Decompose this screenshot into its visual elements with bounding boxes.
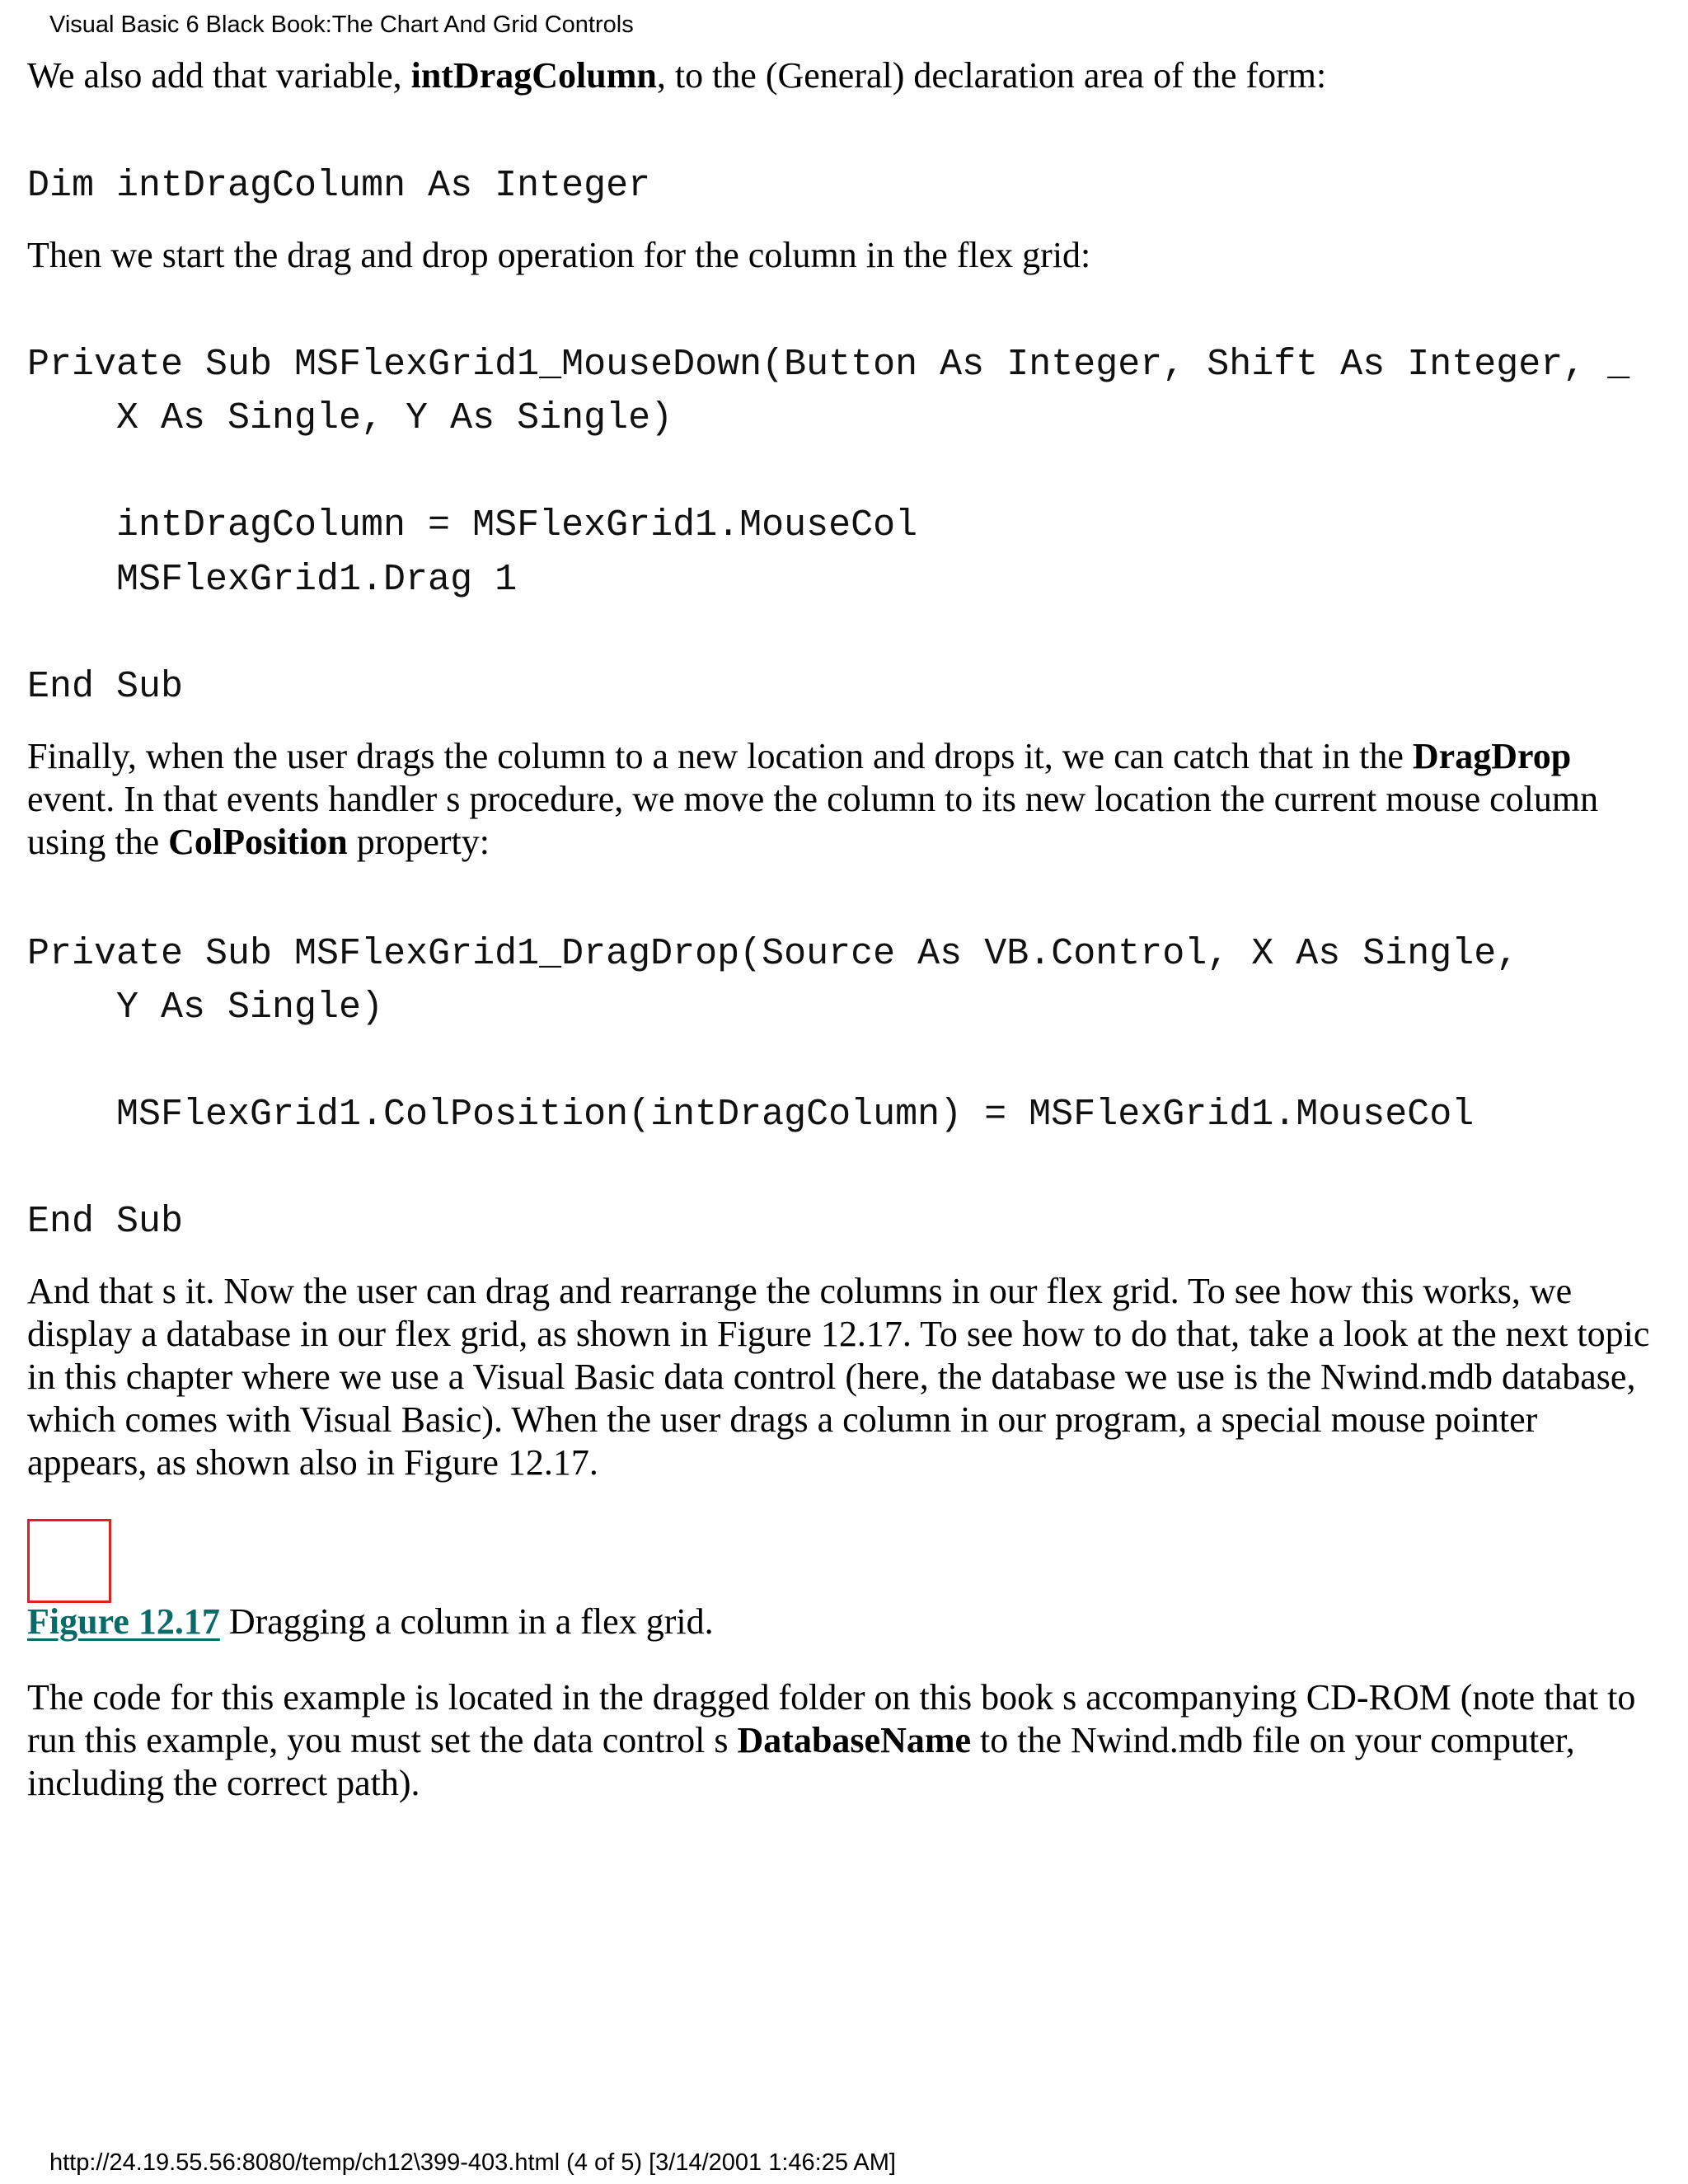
code-mousedown-signature: Private Sub MSFlexGrid1_MouseDown(Button As Integer, Shift As Integer, _	[27, 344, 1630, 386]
code-declaration: Dim intDragColumn As Integer	[27, 165, 651, 207]
intro-paragraph	[27, 54, 1659, 97]
code-end-sub-2: End Sub	[27, 1201, 184, 1243]
code-end-sub: End Sub	[27, 666, 184, 708]
explanation-paragraph: And that s it. Now the user can drag and rearrange the columns in our flex grid. To see how this works, we display a database in our flex grid, as shown in Figure 12.17. To see how to do that, take a look at the next topic in this chapter where we use a Visual Basic data control (here, the database we use is the Nwind.mdb database, which comes with Visual Basic). When the user drags a column in our program, a special mouse pointer appears, as shown also in Figure 12.17.	[27, 1271, 1650, 1483]
figure-caption-text: Dragging a column in a flex grid.	[219, 1601, 714, 1642]
dragdrop-event-name: DragDrop	[1412, 736, 1572, 776]
databasename-property: DatabaseName	[737, 1720, 972, 1760]
intro-text: We also add that variable,	[27, 55, 411, 96]
page-header: Visual Basic 6 Black Book:The Chart And Grid Controls	[49, 12, 634, 38]
code-drag-call: MSFlexGrid1.Drag 1	[116, 559, 518, 601]
figure-caption	[27, 1601, 714, 1643]
page-footer-url: http://24.19.55.56:8080/temp/ch12\399-403.html (4 of 5) [3/14/2001 1:46:25 AM]	[49, 2149, 896, 2176]
intro-text-end: , to the (General) declaration area of the form:	[656, 55, 1327, 96]
code-assign-column: intDragColumn = MSFlexGrid1.MouseCol	[116, 504, 918, 546]
figure-image-placeholder[interactable]	[27, 1519, 111, 1603]
cdrom-text: The code for this example is located in the dragged folder on this book s accompanying CD-ROM (note that to run this example, you must set the data control s	[27, 1677, 1636, 1760]
cdrom-paragraph	[27, 1676, 1659, 1805]
figure-link[interactable]: Figure 12.17	[27, 1601, 220, 1642]
dragdrop-text-end: property:	[347, 822, 490, 862]
code-mousedown-params: X As Single, Y As Single)	[116, 397, 673, 439]
code-colposition-assign: MSFlexGrid1.ColPosition(intDragColumn) = MSFlexGrid1.MouseCol	[116, 1094, 1475, 1136]
dragdrop-text: Finally, when the user drags the column to a new location and drops it, we can catch that in the	[27, 736, 1413, 776]
colposition-property-name: ColPosition	[168, 822, 348, 862]
dragdrop-text-mid: event. In that events handler s procedure, we move the column to its new location the current mouse column using the	[27, 779, 1599, 862]
variable-name: intDragColumn	[410, 55, 657, 96]
cdrom-text-end: to the Nwind.mdb file on your computer, including the correct path).	[27, 1720, 1575, 1803]
code-dragdrop-params: Y As Single)	[116, 987, 384, 1029]
dragdrop-paragraph	[27, 735, 1659, 864]
code-dragdrop-signature: Private Sub MSFlexGrid1_DragDrop(Source As VB.Control, X As Single,	[27, 933, 1519, 975]
drag-start-paragraph: Then we start the drag and drop operation for the column in the flex grid:	[27, 235, 1091, 275]
